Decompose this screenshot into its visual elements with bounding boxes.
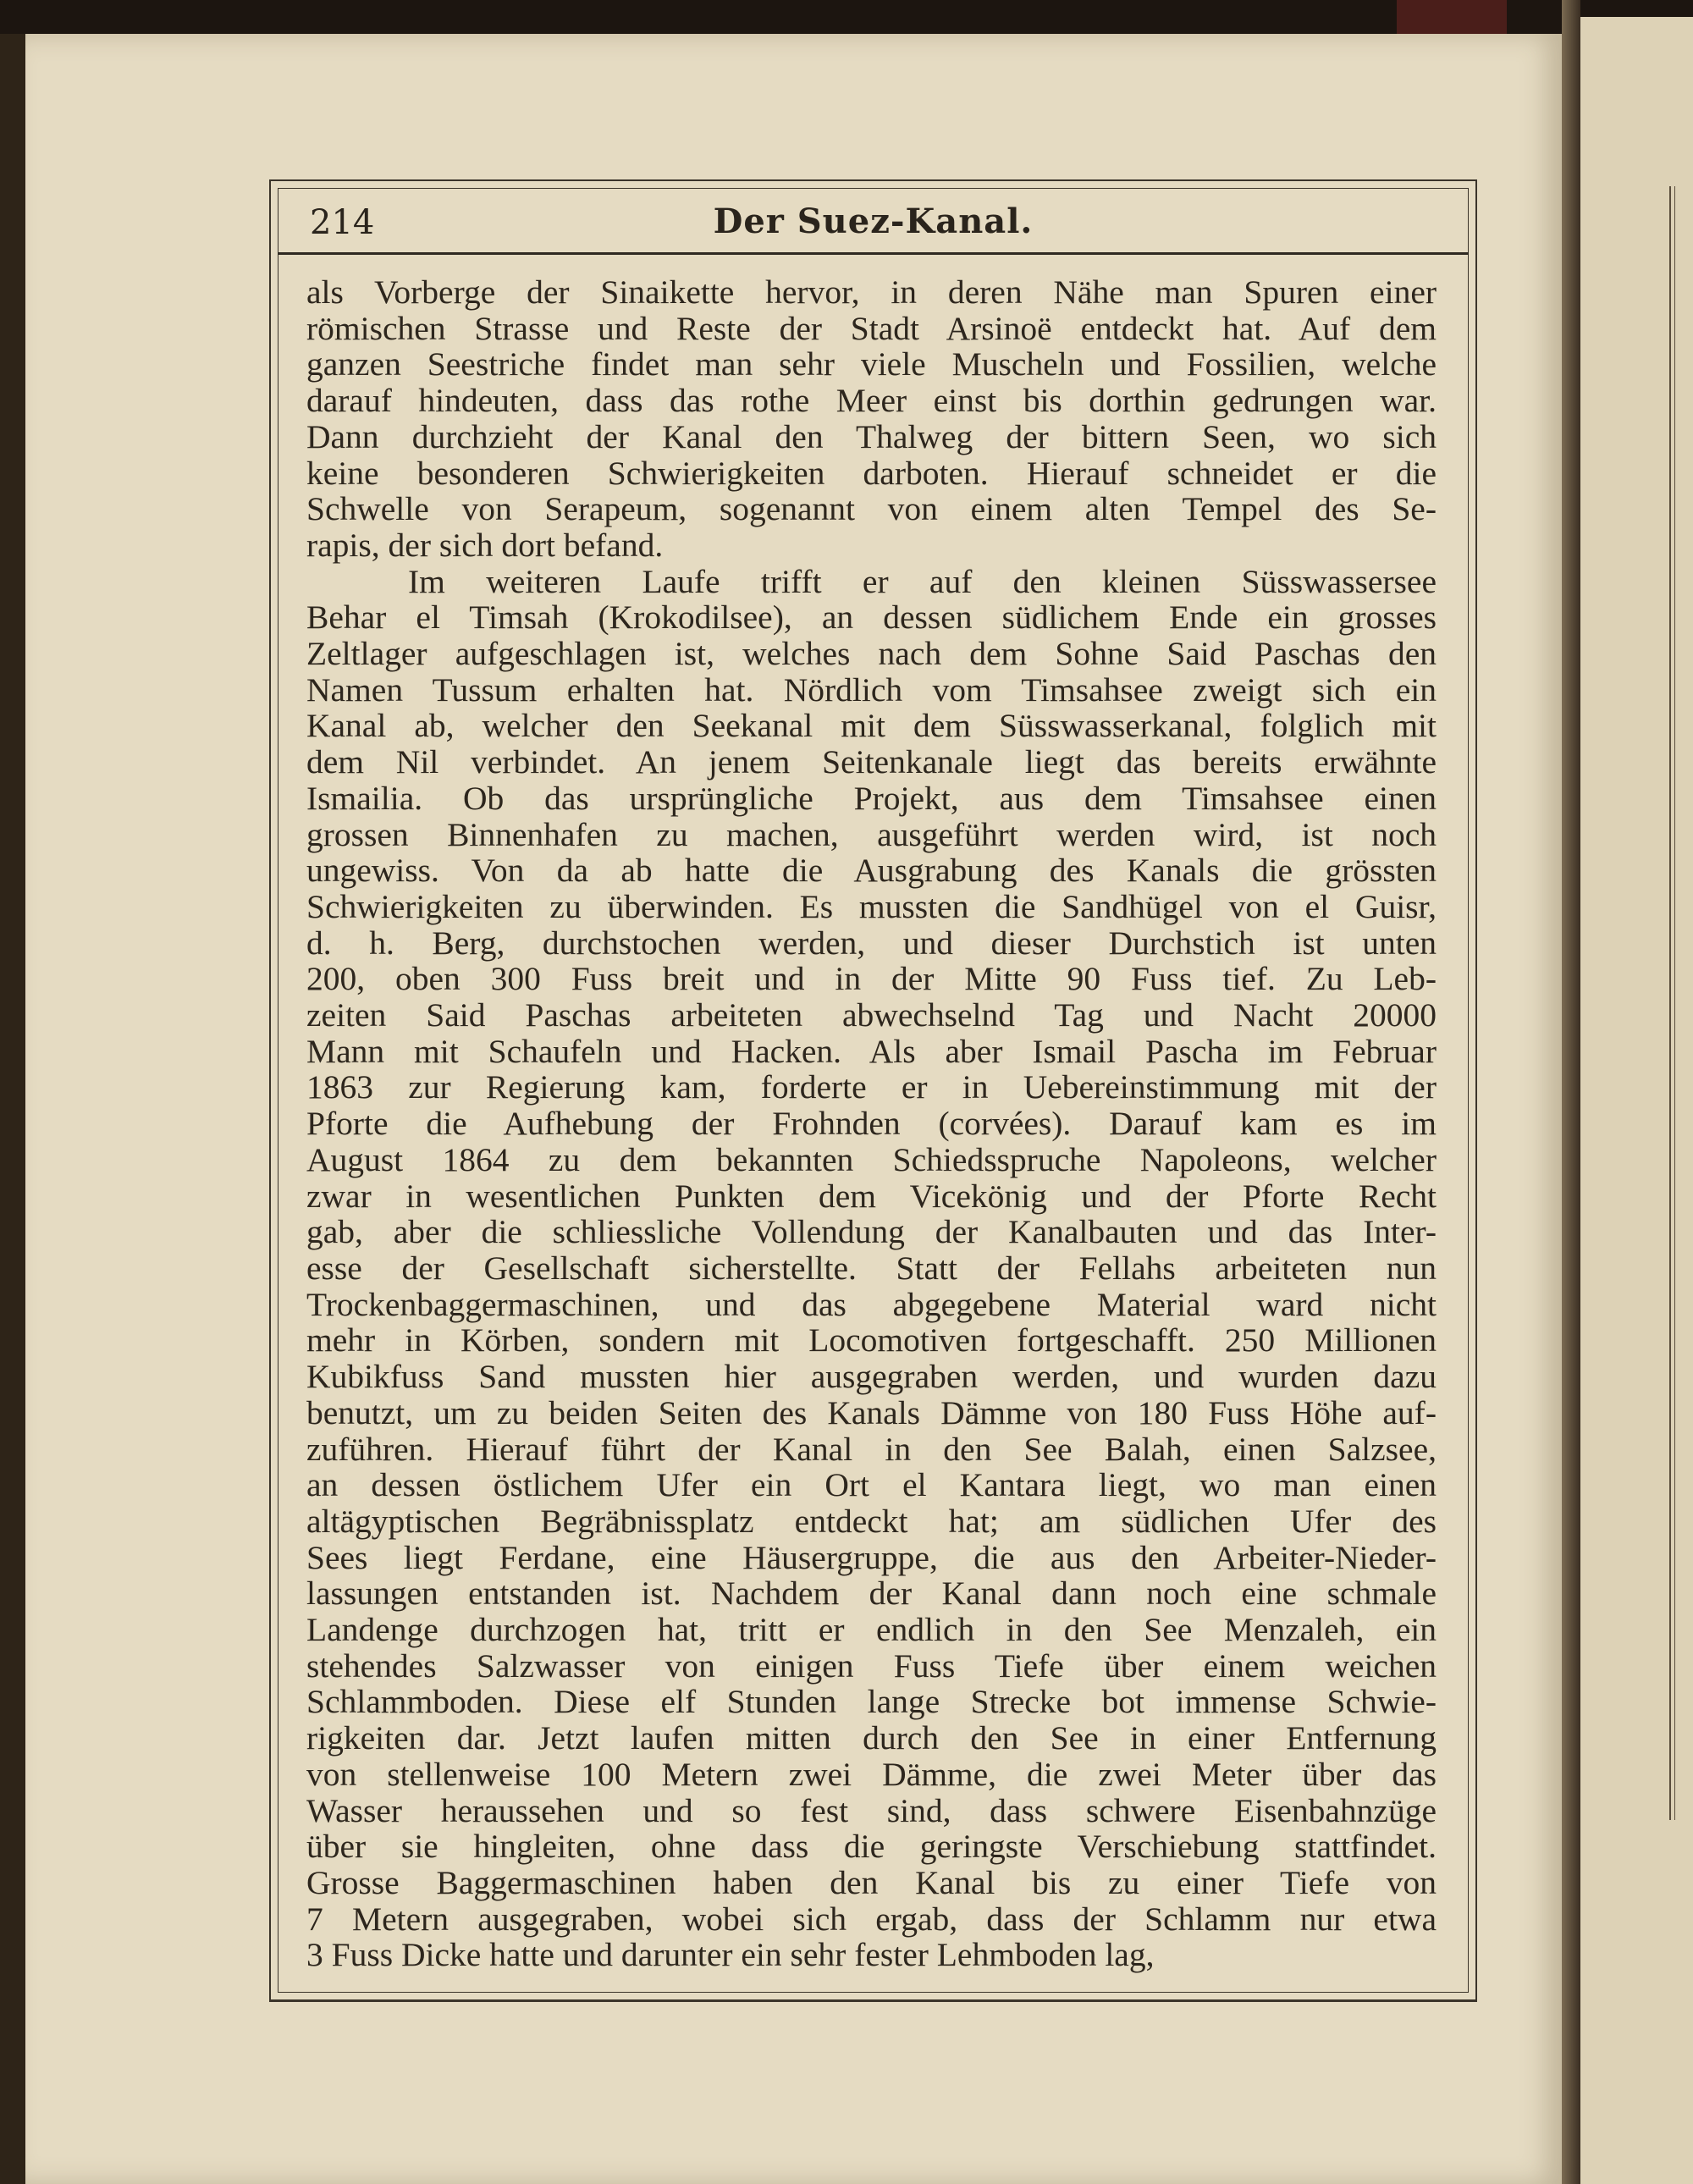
text-line: benutzt, um zu beiden Seiten des Kanals Dämme von 180 Fuss Höhe auf- <box>306 1393 1437 1431</box>
text-line: Sees liegt Ferdane, eine Häusergruppe, die aus den Arbeiter-Nieder- <box>306 1538 1437 1576</box>
text-line: von stellenweise 100 Metern zwei Dämme, die zwei Meter über das <box>306 1755 1437 1793</box>
text-line: rigkeiten dar. Jetzt laufen mitten durch den See in einer Entfernung <box>306 1719 1437 1757</box>
text-line: Im weiteren Laufe trifft er auf den kleinen Süsswassersee <box>408 562 1437 600</box>
text-line: Schwelle von Serapeum, sogenannt von einem alten Tempel des Se- <box>306 490 1437 528</box>
text-line: Mann mit Schaufeln und Hacken. Als aber Ismail Pascha im Februar <box>306 1032 1437 1070</box>
adjacent-page-frame-rule <box>1669 186 1671 1820</box>
text-frame <box>269 179 1477 2001</box>
text-line: stehendes Salzwasser von einigen Fuss Tiefe über einem weichen <box>306 1646 1437 1685</box>
text-line: zeiten Said Paschas arbeiteten abwechselnd Tag und Nacht 20000 <box>306 996 1437 1034</box>
text-line: esse der Gesellschaft sicherstellte. Statt der Fellahs arbeiteten nun <box>306 1249 1437 1287</box>
text-line: d. h. Berg, durchstochen werden, und dieser Durchstich ist unten <box>306 924 1437 962</box>
text-line: 1863 zur Regierung kam, forderte er in Uebereinstimmung mit der <box>306 1068 1437 1106</box>
text-line: Ismailia. Ob das ursprüngliche Projekt, aus dem Timsahsee einen <box>306 779 1437 817</box>
text-line: darauf hindeuten, dass das rothe Meer einst bis dorthin gedrungen war. <box>306 382 1437 420</box>
text-line: Trockenbaggermaschinen, und das abgegebene Material ward nicht <box>306 1285 1437 1323</box>
text-line: gab, aber die schliessliche Vollendung der Kanalbauten und das Inter- <box>306 1213 1437 1251</box>
text-line: ganzen Seestriche findet man sehr viele Muscheln und Fossilien, welche <box>306 345 1437 383</box>
text-line: Kanal ab, welcher den Seekanal mit dem Süsswasserkanal, folglich mit <box>306 707 1437 745</box>
text-line: zuführen. Hierauf führt der Kanal in den See Balah, einen Salzsee, <box>306 1430 1437 1468</box>
text-line: römischen Strasse und Reste der Stadt Arsinoë entdeckt hat. Auf dem <box>306 309 1437 347</box>
adjacent-page-frame-rule-inner <box>1674 186 1675 1820</box>
text-line: als Vorberge der Sinaikette hervor, in deren Nähe man Spuren einer <box>306 273 1437 311</box>
text-line: ungewiss. Von da ab hatte die Ausgrabung des Kanals die grössten <box>306 852 1437 890</box>
running-head <box>293 200 1453 247</box>
body-text <box>306 274 1437 1973</box>
text-line: Behar el Timsah (Krokodilsee), an dessen südlichem Ende ein grosses <box>306 598 1437 637</box>
text-line: zwar in wesentlichen Punkten dem Vicekönig und der Pforte Recht <box>306 1177 1437 1215</box>
page-gutter <box>1562 0 1580 2184</box>
text-line: dem Nil verbindet. An jenem Seitenkanale liegt das bereits erwähnte <box>306 743 1437 781</box>
header-rule <box>278 252 1469 255</box>
text-line: mehr in Körben, sondern mit Locomotiven fortgeschafft. 250 Millionen <box>306 1321 1437 1359</box>
binding-band <box>1397 0 1507 34</box>
text-line: Schlammboden. Diese elf Stunden lange Strecke bot immense Schwie- <box>306 1683 1437 1721</box>
frame-bottom-rule <box>269 2001 1477 2002</box>
text-line: rapis, der sich dort befand. <box>306 526 664 564</box>
text-line: 3 Fuss Dicke hatte und darunter ein sehr fester Lehmboden lag, <box>306 1936 1155 1974</box>
text-line: grossen Binnenhafen zu machen, ausgeführt werden wird, ist noch <box>306 815 1437 853</box>
text-line: Kubikfuss Sand mussten hier ausgegraben werden, und wurden dazu <box>306 1358 1437 1396</box>
text-line: lassungen entstanden ist. Nachdem der Kanal dann noch eine schmale <box>306 1575 1437 1613</box>
text-line: Landenge durchzogen hat, tritt er endlich in den See Menzaleh, ein <box>306 1611 1437 1649</box>
text-line: Dann durchzieht der Kanal den Thalweg der bittern Seen, wo sich <box>306 417 1437 455</box>
text-line: Schwierigkeiten zu überwinden. Es mussten die Sandhügel von el Guisr, <box>306 887 1437 925</box>
text-line: August 1864 zu dem bekannten Schiedsspruche Napoleons, welcher <box>306 1140 1437 1178</box>
adjacent-page-edge <box>1580 17 1693 2184</box>
text-line: Pforte die Aufhebung der Frohnden (corvées). Darauf kam es im <box>306 1105 1437 1143</box>
running-title: Der Suez-Kanal. <box>713 201 1034 241</box>
text-line: Zeltlager aufgeschlagen ist, welches nach dem Sohne Said Paschas den <box>306 635 1437 673</box>
text-line: Namen Tussum erhalten hat. Nördlich vom Timsahsee zweigt sich ein <box>306 670 1437 709</box>
text-line: Grosse Baggermaschinen haben den Kanal bis zu einer Tiefe von <box>306 1863 1437 1901</box>
page-number: 214 <box>310 203 375 242</box>
text-line: keine besonderen Schwierigkeiten darboten. Hierauf schneidet er die <box>306 454 1437 492</box>
text-line: 200, oben 300 Fuss breit und in der Mitte 90 Fuss tief. Zu Leb- <box>306 960 1437 998</box>
text-line: über sie hingleiten, ohne dass die geringste Verschiebung stattfindet. <box>306 1828 1437 1866</box>
text-line: altägyptischen Begräbnissplatz entdeckt hat; am südlichen Ufer des <box>306 1502 1437 1540</box>
text-line: an dessen östlichem Ufer ein Ort el Kantara liegt, wo man einen <box>306 1466 1437 1504</box>
text-line: Wasser heraussehen und so fest sind, dass schwere Eisenbahnzüge <box>306 1791 1437 1829</box>
text-line: 7 Metern ausgegraben, wobei sich ergab, dass der Schlamm nur etwa <box>306 1900 1437 1938</box>
